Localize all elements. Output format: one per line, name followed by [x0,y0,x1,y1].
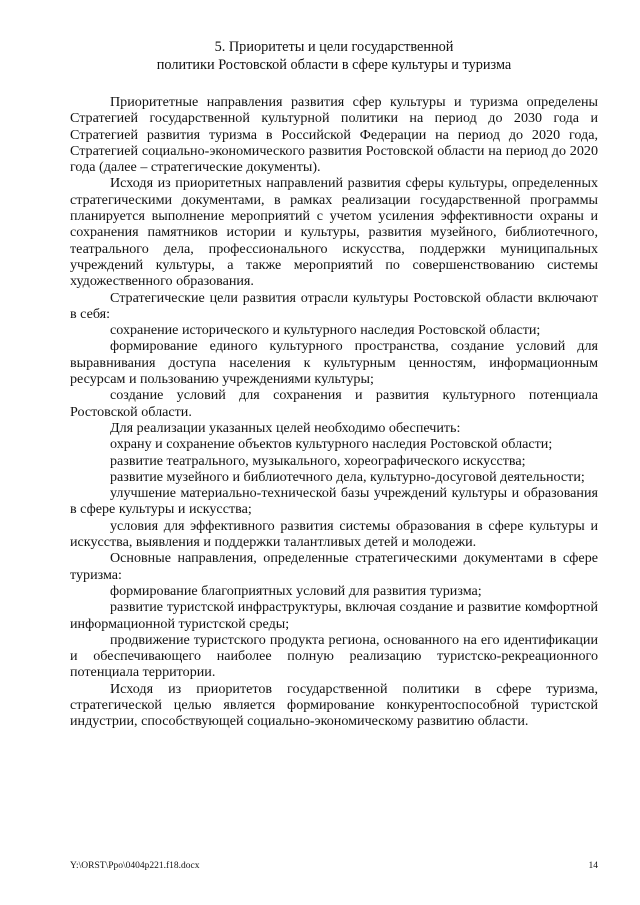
section-body [70,94,598,730]
paragraph: Стратегические цели развития отрасли культуры Ростовской области включают в себя: [70,289,598,322]
list-item: формирование благоприятных условий для развития туризма; [110,582,482,599]
section-heading-line-2: политики Ростовской области в сфере культуры и туризма [156,57,512,73]
section-heading-line-1: 5. Приоритеты и цели государственной [214,39,454,55]
paragraph: Исходя из приоритетов государственной политики в сфере туризма, стратегической целью является формирование конкурентоспособной туристской индустрии, способствующей социально-экономическому развитию области. [70,680,598,730]
list-item: продвижение туристского продукта региона, основанного на его идентификации и обеспечивающего наиболее полную реализацию туристско-рекреационного потенциала территории. [70,631,598,681]
list-item: развитие театрального, музыкального, хореографического искусства; [110,452,526,469]
list-item: развитие музейного и библиотечного дела, культурно-досуговой деятельности; [110,468,585,485]
paragraph: Приоритетные направления развития сфер культуры и туризма определены Стратегией государственной культурной политики на период до 2030 года и Стратегией развития туризма в Российской Федерации на период до 2020 года, Стратегией социально-экономического развития Ростовской области на период до 2020 года (далее – стратегические документы). [70,94,598,176]
list-item: создание условий для сохранения и развития культурного потенциала Ростовской области. [70,387,598,420]
list-item: развитие туристской инфраструктуры, включая создание и развитие комфортной информационной туристской среды; [70,599,598,632]
list-item: улучшение материально-технической базы учреждений культуры и образования в сфере культуры и искусства; [70,485,598,518]
footer-file-path: Y:\ORST\Ppo\0404p221.f18.docx [70,861,200,871]
page-number: 14 [588,861,598,871]
list-item: охрану и сохранение объектов культурного наследия Ростовской области; [110,436,553,453]
section-heading [70,38,598,74]
list-item: сохранение исторического и культурного наследия Ростовской области; [110,322,541,339]
paragraph: Исходя из приоритетных направлений развития сферы культуры, определенных стратегическими документами, в рамках реализации государственной программы планируется выполнение мероприятий с учетом усиления эффективности охраны и сохранения памятников истории и культуры, развития музейного, библиотечного, театрального дела, профессионального искусства, поддержки муниципальных учреждений культуры, а также мероприятий по совершенствованию системы художественного образования. [70,175,598,290]
list-item: условия для эффективного развития системы образования в сфере культуры и искусства, выявления и поддержки талантливых детей и молодежи. [70,517,598,551]
paragraph: Для реализации указанных целей необходимо обеспечить: [110,419,461,436]
list-item: формирование единого культурного пространства, создание условий для выравнивания доступа населения к культурным ценностям, информационным ресурсам и пользованию учреждениями культуры; [70,338,598,388]
paragraph: Основные направления, определенные стратегическими документами в сфере туризма: [70,550,598,583]
